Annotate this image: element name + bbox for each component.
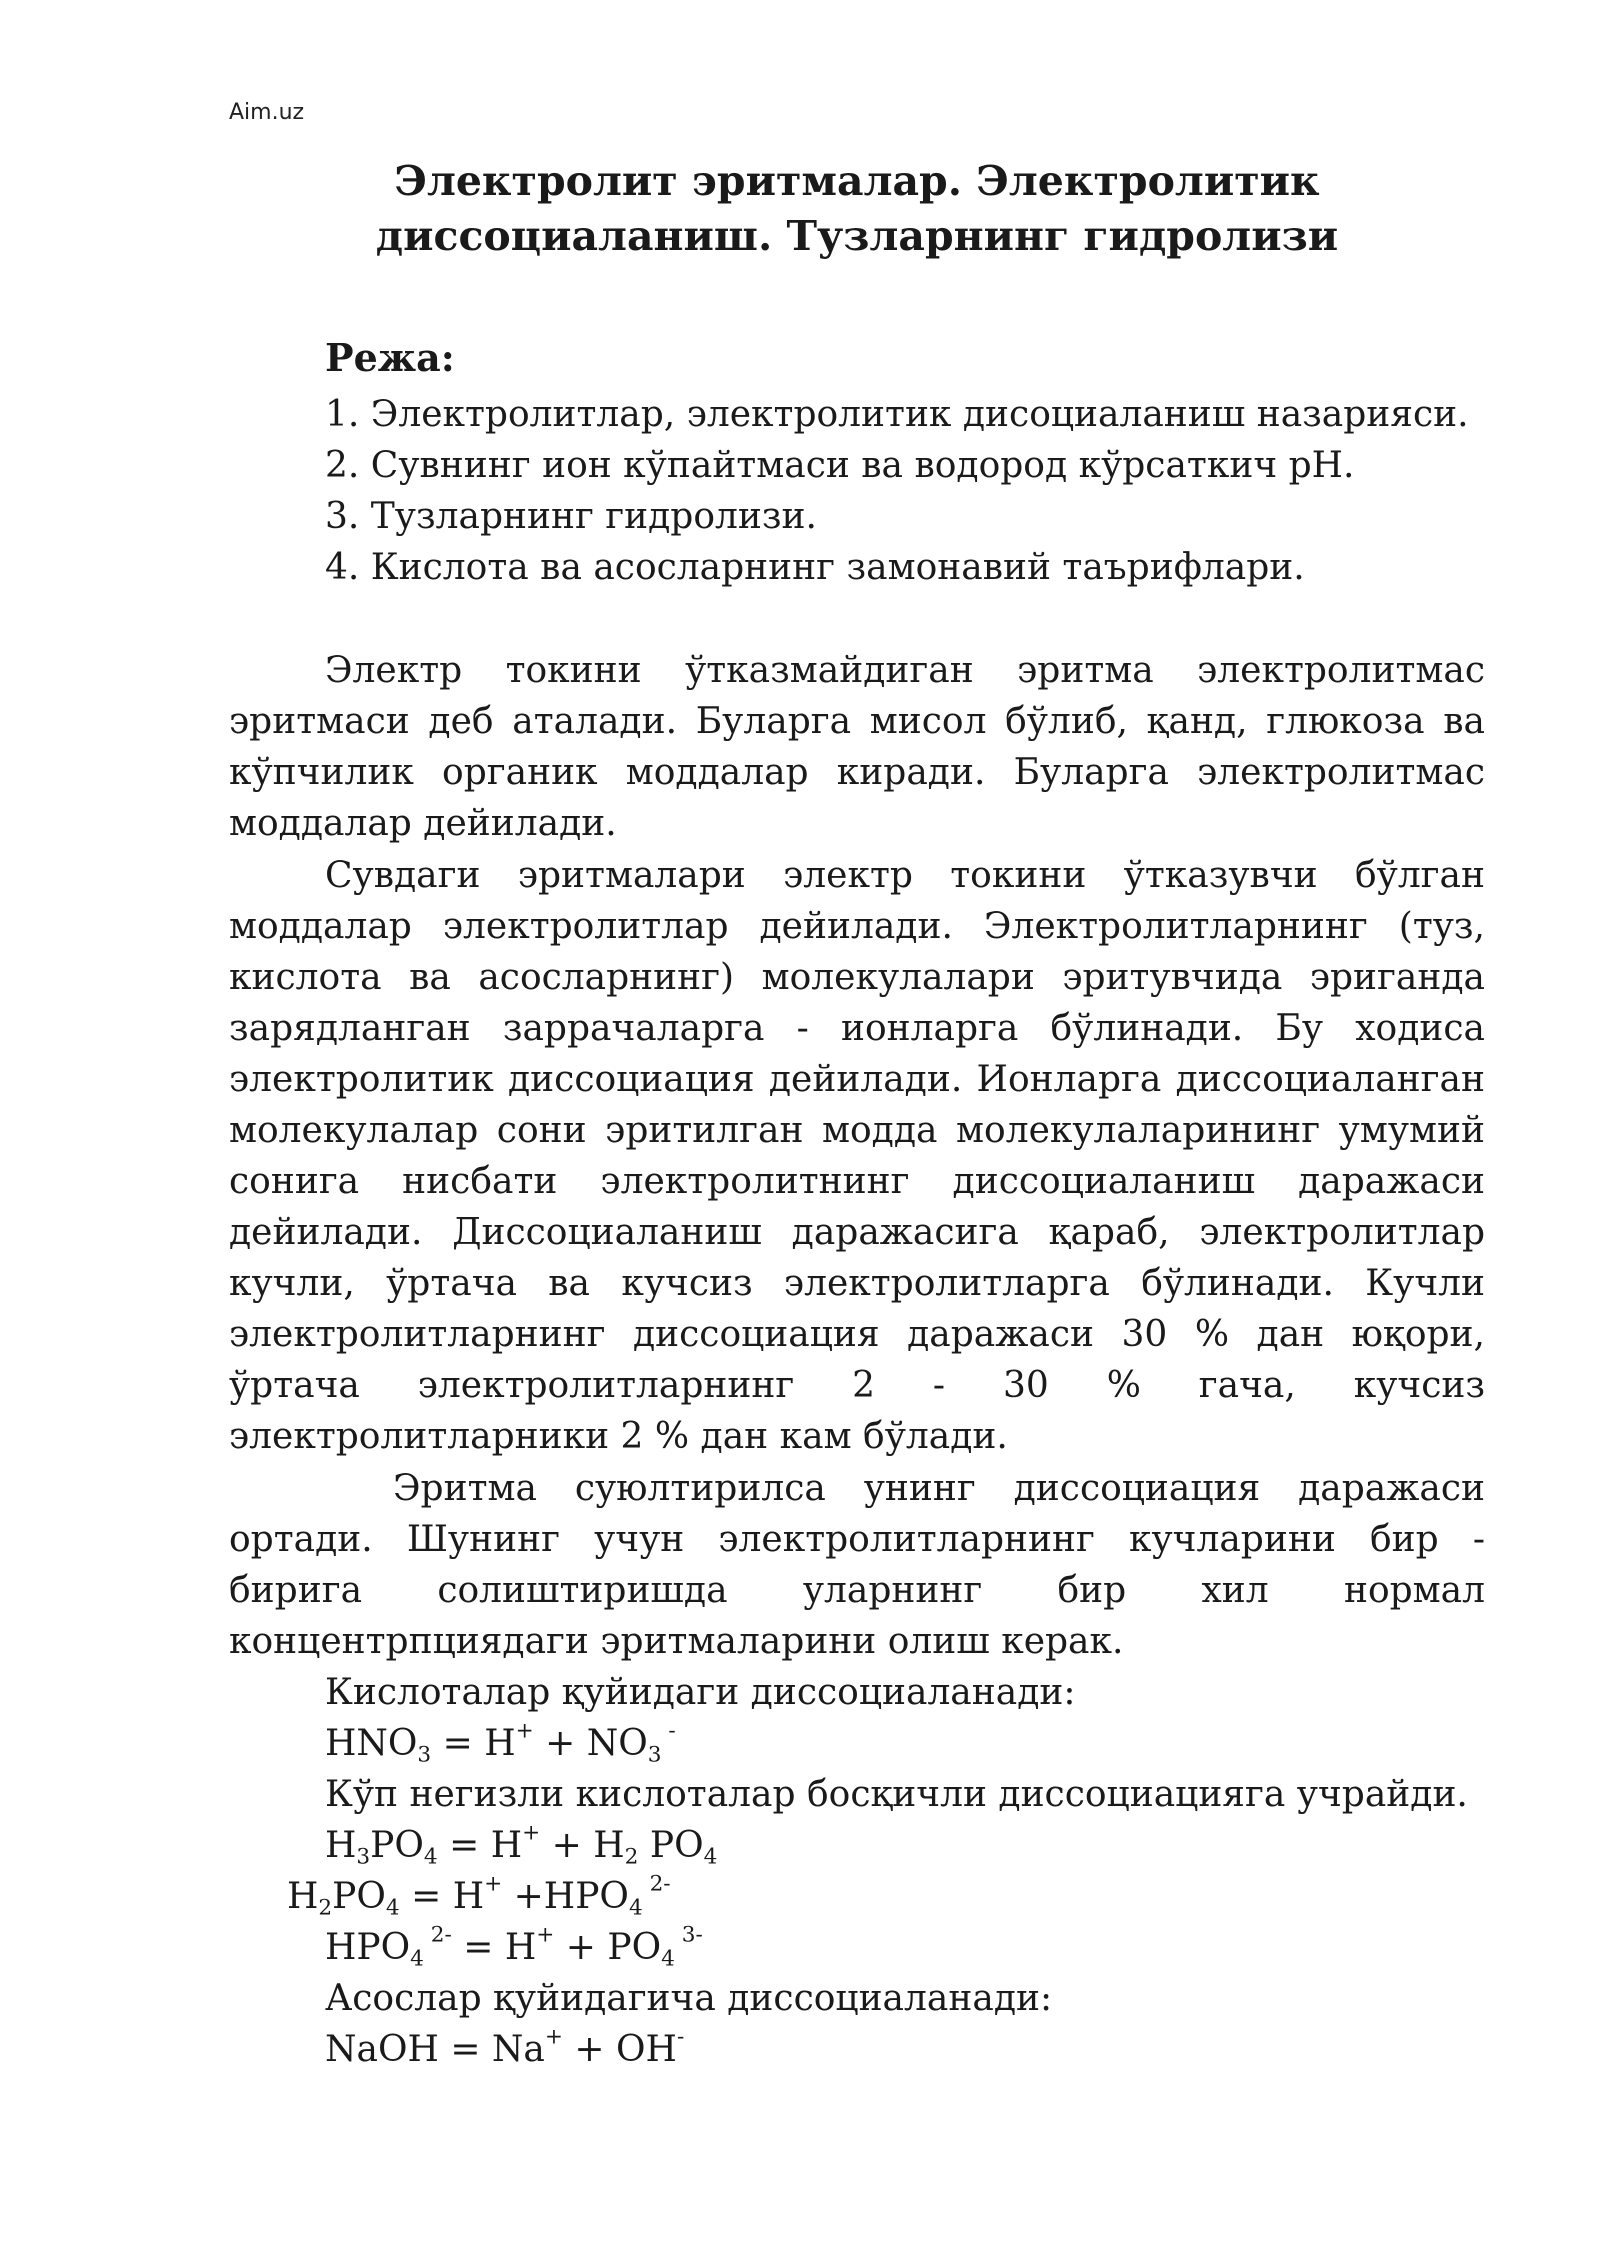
para3-line-2: ортади. Шунинг учун электролитларнинг кучларини бир - bbox=[229, 1519, 1485, 1560]
plan-item-1: 1. Электролитлар, электролитик дисоциаланиш назарияси. bbox=[325, 394, 1469, 435]
para3-line-3: бирига солиштиришда уларнинг бир хил нормал bbox=[229, 1570, 1485, 1611]
formula-h2po4: $H_2PO_4 = H^+ +HPO_4$ $^{2-}$ bbox=[287, 1871, 671, 1921]
plan-item-2: 2. Сувнинг ион кўпайтмаси ва водород кўрсаткич pH. bbox=[325, 445, 1355, 486]
para3-line-4: концентрпциядаги эритмаларини олиш керак. bbox=[229, 1621, 1124, 1662]
plan-item-3: 3. Тузларнинг гидролизи. bbox=[325, 496, 817, 537]
para2-line-8: дейилади. Диссоциаланиш даражасига қараб, электролитлар bbox=[229, 1212, 1485, 1253]
para2-line-3: кислота ва асосларнинг) молекулалари эритувчида эриганда bbox=[229, 957, 1485, 998]
para2-line-10: электролитларнинг диссоциация даражаси 30 % дан юқори, bbox=[229, 1314, 1485, 1355]
para2-line-1: Сувдаги эритмалари электр токини ўтказувчи бўлган bbox=[325, 855, 1485, 896]
formula-hpo4: $HPO_4$ $^{2-} = H^+ + PO_4$ $^{3-}$ bbox=[325, 1922, 703, 1972]
formula-hno3: $HNO_3 = H^+ + NO_3$ - bbox=[325, 1718, 676, 1768]
site-label: Aim.uz bbox=[229, 100, 305, 125]
para2-line-7: сонига нисбати электролитнинг диссоциаланиш даражаси bbox=[229, 1161, 1485, 1202]
formula-h3po4: $H_3PO_4 = H^+ + H_2$ $PO_4$ bbox=[325, 1820, 718, 1870]
para1-line-3: кўпчилик органик моддалар киради. Буларга электролитмас bbox=[229, 752, 1485, 793]
para2-line-4: зарядланган заррачаларга - ионларга бўлинади. Бу ходиса bbox=[229, 1008, 1485, 1049]
bases-intro: Асослар қуйидагича диссоциаланади: bbox=[325, 1978, 1053, 2019]
title-line-1: Электролит эритмалар. Электролитик bbox=[394, 157, 1320, 205]
polybasic-intro: Кўп негизли кислоталар босқичли диссоциацияга учрайди. bbox=[325, 1774, 1468, 1815]
title-line-2: диссоциаланиш. Тузларнинг гидролизи bbox=[375, 212, 1339, 260]
plan-heading: Режа: bbox=[325, 335, 455, 380]
para2-line-11: ўртача электролитларнинг 2 - 30 % гача, кучсиз bbox=[229, 1365, 1485, 1406]
para2-line-9: кучли, ўртача ва кучсиз электролитларга бўлинади. Кучли bbox=[229, 1263, 1485, 1304]
document-title bbox=[229, 154, 1485, 264]
acids-intro: Кислоталар қуйидаги диссоциаланади: bbox=[325, 1672, 1076, 1713]
para2-line-5: электролитик диссоциация дейилади. Ионларга диссоциаланган bbox=[229, 1059, 1485, 1100]
formula-naoh: NaOH = Na+ + OH- bbox=[325, 2024, 685, 2070]
para3-line-1: Эритма суюлтирилса унинг диссоциация даражаси bbox=[393, 1468, 1485, 1509]
para1-line-1: Электр токини ўтказмайдиган эритма электролитмас bbox=[325, 650, 1485, 691]
para2-line-12: электролитларники 2 % дан кам бўлади. bbox=[229, 1416, 1008, 1457]
para1-line-2: эритмаси деб аталади. Буларга мисол бўлиб, қанд, глюкоза ва bbox=[229, 701, 1485, 742]
para2-line-2: моддалар электролитлар дейилади. Электролитларнинг (туз, bbox=[229, 906, 1485, 947]
para1-line-4: моддалар дейилади. bbox=[229, 803, 617, 844]
para2-line-6: молекулалар сони эритилган модда молекулаларининг умумий bbox=[229, 1110, 1485, 1151]
plan-item-4: 4. Кислота ва асосларнинг замонавий таърифлари. bbox=[325, 547, 1305, 588]
